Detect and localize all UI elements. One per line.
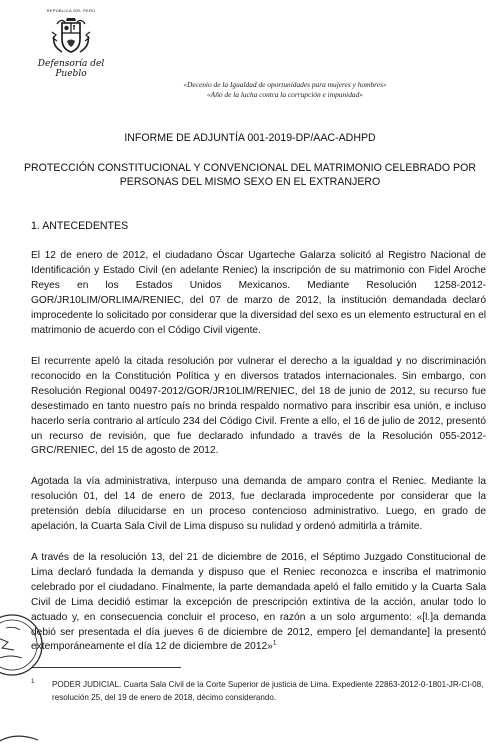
footnote-number: 1 (31, 679, 35, 685)
decade-line-2: «Año de la lucha contra la corrupción e impunidad» (206, 89, 363, 99)
paragraph-3: Agotada la vía administrativa, interpuso una demanda de amparo contra el Reniec. Mediante la resolución 01, del 14 de enero de 2013, fue declarada improcedente por considerar que la pretensión debía dilucidarse en un proceso contencioso administrativo. Luego, en grado de apelación, la Cuarta Sala Civil de Lima dispuso su nulidad y ordenó admitirla a trámite. (31, 476, 486, 532)
footnote-reference[interactable]: 1 (272, 640, 277, 648)
footnote-divider (31, 667, 181, 668)
paragraph-2: El recurrente apeló la citada resolución por vulnerar el derecho a la igualdad y no discriminación reconocido en la Constitución Política y en diversos tratados internacionales. Sin embargo, con Resolución Regional 00497-2012/GOR/JR10LIM/RENIEC, del 18 de junio de 2012, su recurso fue desestimado en tanto nuestro país no brinda respaldo normativo para inscribir esa unión, e incluso hacerlo sería contrario al artículo 234 del Código Civil. Frente a ello, el 16 de julio de 2012, presentó un recurso de revisión, que fue declarado infundado a través de la Resolución 055-2012-GRC/RENIEC, del 15 de agosto de 2012. (31, 356, 486, 457)
stamp-edge-icon (0, 728, 40, 748)
paragraph-4 (31, 551, 486, 655)
paragraph-4-text: A través de la resolución 13, del 21 de diciembre de 2016, el Séptimo Juzgado Constitucional de Lima declaró fundada la demanda y dispuso que el Reniec reconozca e inscriba el matrimonio celebrado por el ciudadano. Finalmente, la parte demandada apeló el fallo emitido y la Cuarta Sala Civil de Lima decidió estimar la excepción de prescripción extintiva de la acción, anular todo lo actuado y, en consecuencia concluir el proceso, en razón a un solo argumento: «[l.]a demanda debió ser presentada el día jueves 6 de diciembre de 2012, empero [el demandante] la presentó extemporáneamente el día 12 de diciembre de 2012» (31, 552, 486, 653)
letterhead-seal (28, 8, 114, 79)
institution-signature: Defensoría del Pueblo (37, 59, 105, 79)
decade-motto (135, 80, 435, 99)
seal-caption: REPÚBLICA DEL PERÚ (46, 8, 96, 13)
report-subject (20, 161, 480, 189)
report-subject-line-2: PERSONAS DEL MISMO SEXO EN EL EXTRANJERO (119, 176, 381, 188)
footnote (31, 679, 486, 705)
report-subject-line-1: PROTECCIÓN CONSTITUCIONAL Y CONVENCIONAL DEL MATRIMONIO CELEBRADO POR (23, 162, 477, 174)
decade-line-1: «Decenio de la Igualdad de oportunidades para mujeres y hombres» (183, 80, 387, 89)
paragraph-1: El 12 de enero de 2012, el ciudadano Óscar Ugarteche Galarza solicitó al Registro Nacional de Identificación y Estado Civil (en adelante Reniec) la inscripción de su matrimonio con Fidel Aroche Reyes en los Estados Unidos Mexicanos. Mediante Resolución 1258-2012-GOR/JR10LIM/ORLIMA/RENIEC, del 07 de marzo de 2012, la institución demandada declaró improcedente lo solicitado por considerar que la diversidad del sexo es un elemento estructural en el matrimonio de acuerdo con el Código Civil vigente. (31, 250, 486, 336)
section-heading: 1. ANTECEDENTES (31, 220, 129, 232)
footnote-text: PODER JUDICIAL. Cuarta Sala Civil de la Corte Superior de justicia de Lima. Expediente 22863-2012-0-1801-JR-CI-08, resolución 25, del 19 de enero de 2018, décimo considerando. (52, 680, 484, 702)
report-number: INFORME DE ADJUNTÍA 001-2019-DP/AAC-ADHPD (124, 132, 376, 144)
official-stamp-icon (0, 610, 48, 680)
coat-of-arms-icon (49, 14, 93, 58)
